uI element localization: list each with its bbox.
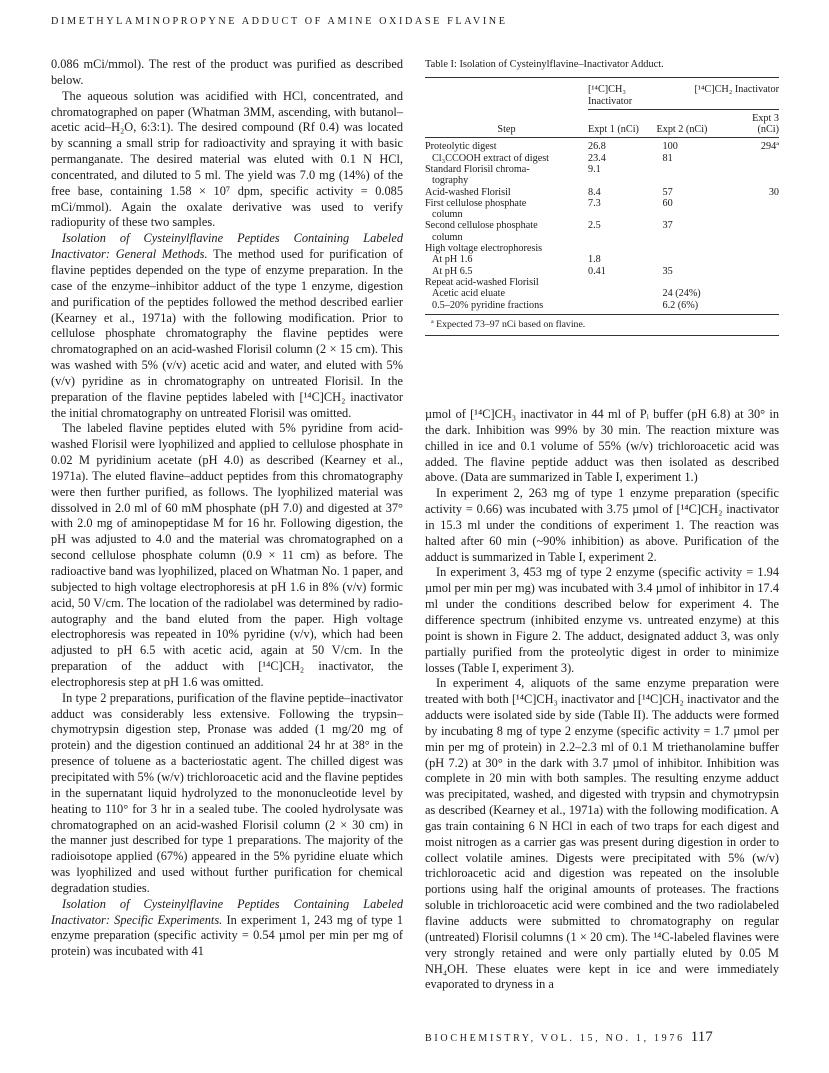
- table-row: [425, 254, 779, 265]
- table-cell-e2: 6.2 (6%): [662, 299, 699, 311]
- table-1: [425, 59, 779, 336]
- table-row: [425, 220, 779, 231]
- table-cell-e3: [737, 288, 779, 299]
- table-cell-e3: 294ª: [760, 141, 779, 153]
- table-cell-e2: [657, 164, 738, 175]
- table-cell-e3: [737, 254, 779, 265]
- table-cell-e2: 24 (24%): [662, 288, 701, 300]
- table-cell-e2: [657, 277, 738, 288]
- table-cell-e3: [737, 198, 779, 209]
- group-header-ch2: [¹⁴C]CH₂ Inactivator: [657, 84, 780, 109]
- table-row: [425, 175, 779, 186]
- page-number: 117: [690, 1029, 713, 1045]
- table-row: [425, 209, 779, 220]
- table-cell-e2: 35: [662, 265, 673, 277]
- paragraph-text: The aqueous solution was acidified with HCl, concentrated, and chromatographed on paper (Whatman 3MM, ascending, with butanol–acetic acid–H₂O, 6:3:1). The desired compound (Rf 0.4) was located by scanning a small strip for radioactivity and spraying it with basic permanganate. The desired material was eluted with 0.1 N HCl, concentrated, and diluted to 5 ml. The yield was 7.0 mg (14%) of the free base, containing 1.58 × 10⁷ dpm, specific activity = 0.085 mCi/mmol). Again the oxalate derivative was used to verify radiopurity of these two samples.: [51, 88, 403, 230]
- paragraph-text: In experiment 1, 243 mg of type 1 enzyme preparation (specific activity = 0.54 µmol per min per mg of protein) was incubated with 41: [51, 912, 403, 959]
- left-column: [51, 57, 403, 960]
- table-row: [425, 138, 779, 153]
- table-cell-e3: [737, 164, 779, 175]
- table-cell-e3: [737, 220, 779, 231]
- group-header-ch3: [¹⁴C]CH₃ Inactivator: [588, 84, 657, 109]
- table-cell-e1: 0.41: [587, 265, 606, 277]
- paragraph-text: In experiment 2, 263 mg of type 1 enzyme preparation (specific activity = 0.66) was incubated with 3.75 µmol of [¹⁴C]CH₂ inactivator in 15.3 ml under the conditions of experiment 1. The reaction was halted after 60 min (~90% inhibition) as above. Purification of the adduct is summarized in Table I, experiment 2.: [425, 486, 779, 564]
- paragraph-text: The labeled flavine peptides eluted with 5% pyridine from acid-washed Florisil were lyophilized and applied to cellulose phosphate in 0.02 M pyridinium acetate (pH 4.0) as described (Kearney et al., 1971a). The eluted flavine–adduct peptides from this chromatography were then further purified, as follows. The lyophilized material was dissolved in 2.0 ml of 60 mM phosphate (pH 7.0) and digested at 37° with 2.0 mg of aminopeptidase M for 16 hr. Following digestion, the pH was adjusted to 4.0 and the material was chromatographed on a second cellulose phosphate column (0.9 × 11 cm) as before. The radioactive band was lyophilized, placed on Whatman No. 1 paper, and subjected to high voltage electrophoresis at pH 1.6 in 8% (v/v) formic acid, 50 V/cm. The location of the radiolabel was determined by radio-autography and the band eluted from the paper. High voltage electrophoresis was repeated in 10% pyridine (v/v), which had been adjusted to pH 6.5 with acetic acid, again at 50 V/cm. In the preparation of the adduct with [¹⁴C]CH₂ inactivator, the electrophoresis step at pH 1.6 was omitted.: [51, 421, 403, 689]
- table-cell-e2: 100: [662, 141, 678, 153]
- paragraph-text: The method used for purification of flavine peptides depended on the type of enzyme preparation. In the case of the enzyme–inhibitor adduct of the type 1 enzyme, digestion and purification of the peptides followed the method described earlier (Kearney et al., 1971a) with the following modification. Prior to cellulose phosphate chromatography the flavine peptides were chromatographed on an acid-washed Florisil column (2 × 15 cm). This was washed with 5% (v/v) acetic acid and water, and eluted with 5% (v/v) pyridine as in chromatography on untreated Florisil. In the preparation of the flavine peptides labeled with [¹⁴C]CH₂ inactivator the initial chromatography on untreated Florisil was omitted.: [51, 247, 403, 420]
- table-cell-e3: [737, 153, 779, 164]
- paragraph-text: In experiment 3, 453 mg of type 2 enzyme (specific activity = 1.94 µmol per min per mg) was incubated with 3.4 µmol of inhibitor in 17.4 ml under the conditions described below for experiment 4. The difference spectrum (inhibited enzyme vs. untreated enzyme) at this point is shown in Figure 2. The adduct, designated adduct 3, was only partially purified from the proteolytic digest in order to minimize losses (Table I, experiment 3).: [425, 565, 779, 675]
- table-cell-step: Acetic acid eluate: [432, 288, 505, 300]
- paragraph: [51, 691, 403, 897]
- table-cell-e2: 81: [662, 152, 673, 164]
- section-heading: Isolation of Cysteinylflavine Peptides Containing Labeled Inactivator: Specific Experiments.: [51, 896, 403, 927]
- paragraph-text: In experiment 4, aliquots of the same enzyme preparation were treated with both [¹⁴C]CH₃ inactivator and [¹⁴C]CH₂ inactivator and the adducts were isolated side by side (Table II). The adducts were formed by incubating 8 mg of type 2 enzyme (specific activity = 1.7 µmol per min per mg of protein) in 2.2–2.3 ml of 0.1 M triethanolamine buffer (pH 7.2) at 30° in the dark with 3.7 µmol of inhibitor. Inhibition was complete in 20 min with both samples. The resulting enzyme adduct was precipitated, washed, and digested with trypsin and chymotrypsin as described (Kearney et al., 1971a) with the following modification. A gas train containing 6 N HCl in each of two traps for each digest and moist nitrogen as a carrier gas was present during digestion in order to collect volatile amines. Digests were precipitated with 5% (w/v) trichloroacetic acid and digestion was repeated on the insoluble portions using half the original amounts of proteases. The fractions soluble in trichloroacetic acid were combined and the two radiolabeled flavine adducts were submitted to chromatography on regular (untreated) Florisil columns (1 × 20 cm). The ¹⁴C-labeled flavines were very strongly retained and were only partially eluted by 0.05 M NH₄OH. These eluates were kept in ice and were immediately evaporated to dryness in a: [425, 676, 779, 992]
- table-row: [425, 266, 779, 277]
- table-row: [425, 277, 779, 288]
- table-cell-step: High voltage electrophoresis: [425, 243, 543, 255]
- table-cell-e1: 26.8: [587, 141, 606, 153]
- table-cell-e3: [737, 300, 779, 311]
- table-cell-e2: [657, 243, 738, 254]
- table-cell-e1: [588, 209, 657, 220]
- table-cell-step: Standard Florisil chroma-: [425, 163, 530, 175]
- section-heading: Isolation of Cysteinylflavine Peptides Containing Labeled Inactivator: General Methods.: [51, 231, 403, 262]
- table-row: [425, 198, 779, 209]
- table-cell-e1: [588, 175, 657, 186]
- paragraph-text: µmol of [¹⁴C]CH₃ inactivator in 44 ml of Pᵢ buffer (pH 6.8) at 30° in the dark. Inhibition was 99% by 30 min. The reaction mixture was chilled in ice and 0.1 volume of 55% (w/v) trichloroacetic acid was added. The flavine peptide adduct was then isolated as described above. (Data are summarized in Table I, experiment 1.): [425, 407, 779, 485]
- paragraph-text: In type 2 preparations, purification of the flavine peptide–inactivator adduct was considerably less extensive. Following the trypsin–chymotrypsin digestion step, Pronase was added (1 mg/20 mg of protein) and the digestion continued an additional 24 hr at 38° in the presence of toluene as a bacteriostatic agent. The chilled digest was precipitated with 5% (w/v) trichloroacetic acid and the flavine peptides in the supernatant liquid hydrolyzed to the mononucleotide level by heating to 110° for 3 hr in a sealed tube. The cooled hydrolysate was chromatographed on an acid-washed Florisil column (2 × 30 cm) in the manner just described for type 1 preparations. The majority of the radioisotope applied (67%) appeared in the 5% pyridine eluate which was lyophilized and used without further purification for chemical degradation studies.: [51, 690, 403, 895]
- table-row: [425, 153, 779, 164]
- table-cell-e1: [588, 232, 657, 243]
- col-header-expt2: Expt 2 (nCi): [657, 109, 738, 138]
- table-cell-e3: [737, 232, 779, 243]
- table-cell-e3: [737, 209, 779, 220]
- table-cell-e1: [588, 277, 657, 288]
- table-cell-e2: 60: [662, 197, 673, 209]
- table-row: [425, 288, 779, 299]
- table-footnote: ª Expected 73–97 nCi based on flavine.: [431, 318, 586, 330]
- table-row: [425, 164, 779, 175]
- table-body: [425, 84, 779, 311]
- table-cell-step: At pH 1.6: [432, 254, 473, 266]
- table-cell-step: 0.5–20% pyridine fractions: [432, 299, 544, 311]
- table-cell-step: tography: [432, 175, 469, 187]
- table-row: [425, 243, 779, 254]
- table-cell-e2: 37: [662, 220, 673, 232]
- table-cell-e3: [737, 175, 779, 186]
- paragraph: [425, 676, 779, 993]
- table-cell-e2: [657, 254, 738, 265]
- paragraph: [425, 486, 779, 565]
- table-caption: Table I: Isolation of Cysteinylflavine–Inactivator Adduct.: [425, 59, 664, 70]
- table-cell-step: Cl₃CCOOH extract of digest: [432, 152, 550, 164]
- table-row: [425, 187, 779, 198]
- table-top-rule: [425, 77, 779, 78]
- paragraph: [425, 407, 779, 486]
- table-cell-step: At pH 6.5: [432, 265, 473, 277]
- page-footer: [425, 1029, 779, 1046]
- table-cell-e3: [737, 243, 779, 254]
- paragraph: [51, 421, 403, 690]
- table-cell-e1: 8.4: [587, 186, 601, 198]
- journal-citation: BIOCHEMISTRY, VOL. 15, NO. 1, 1976: [425, 1033, 685, 1044]
- table-cell-step: Second cellulose phosphate: [425, 220, 538, 232]
- table-cell-e2: [657, 175, 738, 186]
- table-cell-e2: [657, 209, 738, 220]
- table-cell-step: Repeat acid-washed Florisil: [425, 276, 539, 288]
- table-cell-e1: [588, 243, 657, 254]
- table-bottom-rule: [425, 335, 779, 336]
- paragraph: [51, 57, 403, 89]
- right-column: [425, 407, 779, 993]
- table-cell-e3: [737, 266, 779, 277]
- col-header-expt1: Expt 1 (nCi): [588, 109, 657, 138]
- table-cell-e1: 1.8: [587, 254, 601, 266]
- running-header: DIMETHYLAMINOPROPYNE ADDUCT OF AMINE OXIDASE FLAVINE: [51, 16, 508, 27]
- table-cell-e3: [737, 277, 779, 288]
- table-cell-e1: [588, 288, 657, 299]
- table-cell-step: Acid-washed Florisil: [425, 186, 511, 198]
- table-cell-e1: 7.3: [587, 197, 601, 209]
- table-cell-e1: [588, 300, 657, 311]
- table-cell-step: First cellulose phosphate: [425, 197, 527, 209]
- paragraph: [51, 89, 403, 232]
- table-row: [425, 300, 779, 311]
- table-cell-e2: [657, 232, 738, 243]
- col-header-expt3: Expt 3 (nCi): [737, 109, 779, 138]
- table-cell-step: column: [432, 209, 463, 221]
- col-header-step: Step: [425, 109, 588, 138]
- table-cell-e2: 57: [662, 186, 673, 198]
- table-rows: [425, 138, 779, 311]
- table-cell-step: Proteolytic digest: [425, 141, 497, 153]
- paragraph: [425, 565, 779, 676]
- paragraph: [51, 897, 403, 960]
- paragraph-text: 0.086 mCi/mmol). The rest of the product was purified as described below.: [51, 57, 403, 87]
- table-cell-e1: 23.4: [587, 152, 606, 164]
- table-cell-e3: 30: [768, 186, 779, 198]
- table-row: [425, 232, 779, 243]
- paragraph: [51, 231, 403, 421]
- table-cell-e1: 2.5: [587, 220, 601, 232]
- table-cell-step: column: [432, 231, 463, 243]
- table-cell-e1: 9.1: [587, 163, 601, 175]
